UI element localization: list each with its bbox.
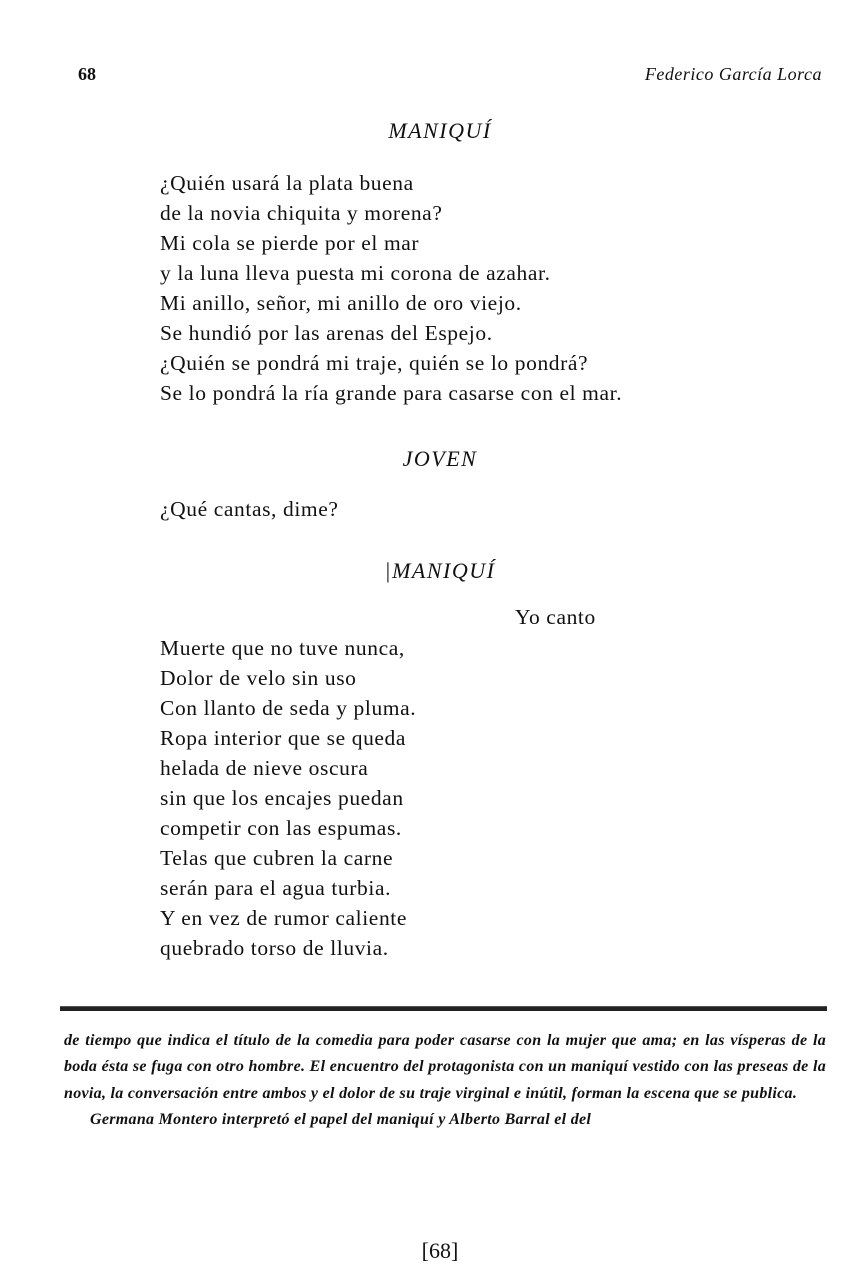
footnote-paragraph: de tiempo que indica el título de la comedia para poder casarse con la mujer que ama; en las vísperas de la boda ésta se fuga con otro hombre. El encuentro del protagonista con un maniquí vestido con las preseas de la novia, la conversación entre ambos y el dolor de su traje virginal e inútil, forman la escena que se publica.: [64, 1032, 826, 1102]
page-number: [68]: [421, 1238, 459, 1263]
verse-block-3: [160, 633, 416, 963]
verse-block-1: [160, 168, 622, 408]
verse-line: ¿Quién se pondrá mi traje, quién se lo pondrá?: [160, 351, 589, 375]
verse-line: Y en vez de rumor caliente: [160, 906, 408, 930]
verse-line: de la novia chiquita y morena?: [160, 201, 443, 225]
verse-line: ¿Quién usará la plata buena: [160, 171, 414, 195]
speaker-maniqui: MANIQUÍ: [388, 118, 492, 143]
verse-block-2: [160, 494, 339, 524]
verse-line: y la luna lleva puesta mi corona de azahar.: [160, 261, 551, 285]
speaker-joven: JOVEN: [402, 446, 478, 471]
footnote-paragraph: Germana Montero interpretó el papel del maniquí y Alberto Barral el del: [90, 1110, 592, 1128]
verse-lead: Yo canto: [515, 605, 596, 629]
verse-line: Telas que cubren la carne: [160, 846, 394, 870]
verse-line: ¿Qué cantas, dime?: [160, 497, 339, 521]
verse-line: helada de nieve oscura: [160, 756, 369, 780]
verse-line: quebrado torso de lluvia.: [160, 936, 389, 960]
folio: 68: [78, 64, 96, 84]
verse-line: Se lo pondrá la ría grande para casarse con el mar.: [160, 381, 623, 405]
verse-line: Con llanto de seda y pluma.: [160, 696, 417, 720]
footnote-divider: [60, 1006, 827, 1011]
verse-line: competir con las espumas.: [160, 816, 402, 840]
verse-line: Mi cola se pierde por el mar: [160, 231, 420, 255]
verse-line: Mi anillo, señor, mi anillo de oro viejo.: [160, 291, 522, 315]
verse-line: Se hundió por las arenas del Espejo.: [160, 321, 493, 345]
verse-line: Ropa interior que se queda: [160, 726, 407, 750]
footnote: [64, 1028, 826, 1133]
running-title: Federico García Lorca: [644, 64, 822, 84]
verse-line: serán para el agua turbia.: [160, 876, 392, 900]
verse-line: Dolor de velo sin uso: [160, 666, 357, 690]
verse-line: Muerte que no tuve nunca,: [160, 636, 405, 660]
speaker-maniqui-2: |MANIQUÍ: [384, 558, 496, 583]
verse-line: sin que los encajes puedan: [160, 786, 404, 810]
